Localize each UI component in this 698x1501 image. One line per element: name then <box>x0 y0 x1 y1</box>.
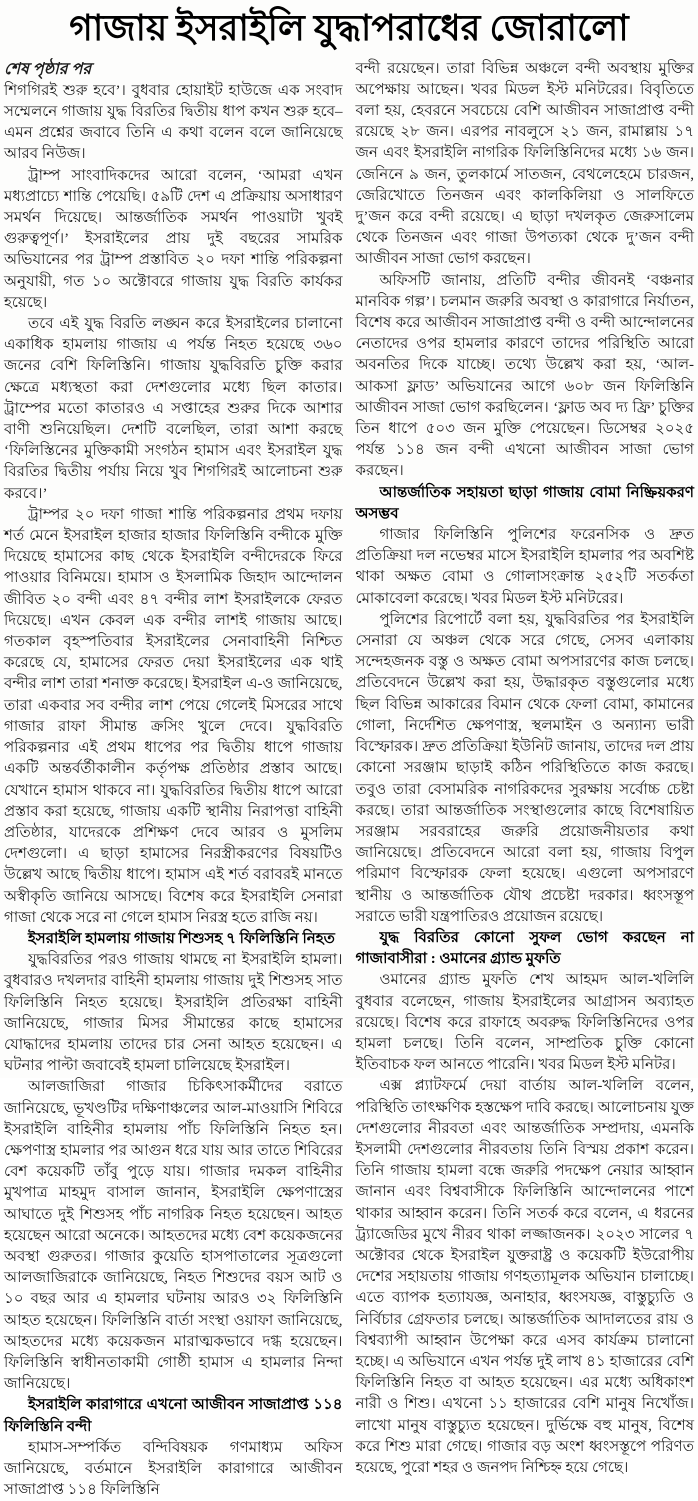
subheading: ইসরাইলি হামলায় গাজায় শিশুসহ ৭ ফিলিস্তিনি নিহত <box>28 930 335 947</box>
paragraph: ট্রাম্পর ২০ দফা গাজা শান্তি পরিকল্পনার প্রথম দফায় শর্ত মেনে ইসরাইল হাজার হাজার ফিলিস্তিনি বন্দীকে মুক্তি দিয়েছে হামাসের কাছ থেকে ইসরাইলি বন্দীদেরকে ফিরে পাওয়ার বিনিময়ে। হামাস ও ইসলামিক জিহাদ আন্দোলন জীবিত ২০ বন্দী এবং ৪৭ বন্দীর লাশ ইসরাইলকে ফেরত দিয়েছে। এখন কেবল এক বন্দীর লাশই গাজায় আছে। গতকাল বৃহস্পতিবার ইসরাইলের সেনাবাহিনী নিশ্চিত করেছে যে, হামাসের ফেরত দেয়া ইসরাইলের এক থাই বন্দীর লাশ তারা শনাক্ত করেছে। ইসরাইল এ-ও জানিয়েছে, তারা একবার সব বন্দীর লাশ পেয়ে গেলেই মিসরের সাথে গাজার রাফা সীমান্ত ক্রসিং খুলে দেবে। যুদ্ধবিরতি পরিকল্পনার এই প্রথম ধাপের পর দ্বিতীয় ধাপে গাজায় একটি অন্তর্বর্তীকালীন কর্তৃপক্ষ প্রতিষ্ঠার প্রস্তাব আছে। যেখানে হামাস থাকবে না। যুদ্ধবিরতির দ্বিতীয় ধাপে আরো প্রস্তাব করা হয়েছে, গাজায় একটি স্থানীয় নিরাপত্তা বাহিনী প্রতিষ্ঠার, যাদেরকে প্রশিক্ষণ দেবে আরব ও মুসলিম দেশগুলো। এ ছাড়া হামাসের নিরস্ত্রীকরণের বিষয়টিও উল্লেখ আছে দ্বিতীয় ধাপে। হামাস এই শর্ত বরাবরই মানতে অস্বীকৃতি জানিয়ে আসছে। বিশেষ করে ইসরাইলি সেনারা গাজা থেকে সরে না গেলে হামাস নিরস্ত্র হতে রাজি নয়। <box>4 506 343 926</box>
article-columns <box>4 59 694 1501</box>
paragraph: বন্দী রয়েছেন। তারা বিভিন্ন অঞ্চলে বন্দী অবস্থায় মুক্তির অপেক্ষায় আছেন। খবর মিডল ইস্ট মনিটরের। বিবৃতিতে বলা হয়, হেবরনে সবচেয়ে বেশি আজীবন সাজাপ্রাপ্ত বন্দী রয়েছে ২৮ জন। এরপর নাবলুসে ২১ জন, রামাল্লায় ১৭ জন এবং ইসরাইলি নাগরিক ফিলিস্তিনিদের মধ্যে ১৬ জন। জেনিনে ৯ জন, তুলকার্মে সাতজন, বেথলেহেমে চারজন, জেরিখোতে তিনজন এবং কালকিলিয়া ও সালফিতে দু’জন করে বন্দী রয়েছে। এ ছাড়া দখলকৃত জেরুসালেম থেকে তিনজন এবং গাজা উপত্যকা থেকে দু’জন বন্দী আজীবন সাজা ভোগ করছেন। <box>355 60 694 268</box>
paragraph: এক্স প্ল্যাটফর্মে দেয়া বার্তায় আল-খলিলি বলেন, পরিস্থিতি তাৎক্ষণিক হস্তক্ষেপ দাবি করছে। আলোচনায় যুক্ত দেশগুলোর নীরবতা এবং আন্তর্জাতিক সম্প্রদায়, এমনকি ইসলামী দেশগুলোর নীরবতায় তিনি বিস্ময় প্রকাশ করেন। তিনি গাজায় হামলা বন্ধে জরুরি পদক্ষেপ নেয়ার আহ্বান জানান এবং বিশ্ববাসীকে ফিলিস্তিনি আন্দোলনের পাশে থাকার আহ্বান করেন। তিনি সতর্ক করে বলেন, এ ধরনের ট্র্যাজেডির মুখে নীরব থাকা লজ্জাজনক। ২০২৩ সালের ৭ অক্টোবর থেকে ইসরাইল যুক্তরাষ্ট্র ও কয়েকটি ইউরোপীয় দেশের সহায়তায় গাজায় গণহত্যামূলক অভিযান চালাচ্ছে। এতে ব্যাপক হত্যাযজ্ঞ, অনাহার, ধ্বংসযজ্ঞ, বাস্তুচ্যুতি ও নির্বিচার গ্রেফতার চলছে। আন্তর্জাতিক আদালতের রায় ও বিশ্বব্যাপী আহ্বান উপেক্ষা করে এসব কার্যক্রম চালানো হচ্ছে। এ অভিযানে এখন পর্যন্ত দুই লাখ ৪১ হাজারের বেশি ফিলিস্তিনি নিহত বা আহত হয়েছেন। এর মধ্যে অধিকাংশ নারী ও শিশু। এখনো ১১ হাজারের বেশি মানুষ নিখোঁজ। লাখো মানুষ বাস্তুচ্যুত হয়েছেন। দুর্ভিক্ষে বহু মানুষ, বিশেষ করে শিশু মারা গেছে। গাজার বড় অংশ ধ্বংসস্তূপে পরিণত হয়েছে, পুরো শহর ও জনপদ নিশ্চিহ্ন হয়ে গেছে। <box>355 1078 694 1476</box>
subheading: আন্তর্জাতিক সহায়তা ছাড়া গাজায় বোমা নিষ্ক্রিয়করণ অসম্ভব <box>355 484 694 522</box>
left-column <box>4 59 343 1501</box>
continuation-note: শেষ পৃষ্ঠার পর <box>4 60 92 78</box>
paragraph: পুলিশের রিপোর্টে বলা হয়, যুদ্ধবিরতির পর ইসরাইলি সেনারা যে অঞ্চল থেকে সরে গেছে, সেসব এলাকায় সন্দেহজনক বস্তু ও অক্ষত বোমা অপসারণের কাজ চলছে। প্রতিবেদনে উল্লেখ করা হয়, উদ্ধারকৃত বস্তুগুলোর মধ্যে ছিল বিভিন্ন আকারের বিমান থেকে ফেলা বোমা, কামানের গোলা, নির্দেশিত ক্ষেপণাস্ত্র, স্থলমাইন ও অন্যান্য ভারী বিস্ফোরক। দ্রুত প্রতিক্রিয়া ইউনিট জানায়, তাদের দল প্রায় কোনো সরঞ্জাম ছাড়াই কঠিন পরিস্থিতিতে কাজ করছে। তবুও তারা বেসামরিক নাগরিকদের সুরক্ষায় সর্বোচ্চ চেষ্টা করছে। তারা আন্তর্জাতিক সংস্থাগুলোর কাছে বিশেষায়িত সরঞ্জাম সরবরাহের জরুরি প্রয়োজনীয়তার কথা জানিয়েছে। প্রতিবেদনে আরো বলা হয়, গাজায় বিপুল পরিমাণ বিস্ফোরক ফেলা হয়েছে। এগুলো অপসারণে স্থানীয় ও আন্তর্জাতিক যৌথ প্রচেষ্টা দরকার। ধ্বংসস্তূপ সরাতে ভারী যন্ত্রপাতিরও প্রয়োজন রয়েছে। <box>355 611 694 925</box>
paragraph: যুদ্ধবিরতির পরও গাজায় থামছে না ইসরাইলি হামলা। বুধবারও দখলদার বাহিনী হামলায় গাজায় দুই শিশুসহ সাত ফিলিস্তিনি নিহত হয়েছে। ইসরাইলি প্রতিরক্ষা বাহিনী জানিয়েছে, গাজার মিসর সীমান্তের কাছে হামাসের যোদ্ধাদের হামলায় তাদের চার সেনা আহত হয়েছেন। এ ঘটনার পাল্টা জবাবেই হামলা চালিয়েছে ইসরাইল। <box>4 952 343 1075</box>
paragraph: হামাস-সম্পর্কিত বন্দিবিষয়ক গণমাধ্যম অফিস জানিয়েছে, বর্তমানে ইসরাইলি কারাগারে আজীবন সাজাপ্রাপ্ত ১১৪ ফিলিস্তিনি <box>4 1439 343 1499</box>
article-headline: গাজায় ইসরাইলি যুদ্ধাপরাধের জোরালো <box>69 8 629 48</box>
paragraph: শিগগিরই শুরু হবে’। বুধবার হোয়াইট হাউজে এক সংবাদ সম্মেলনে গাজায় যুদ্ধ বিরতির দ্বিতীয় ধাপ কখন শুরু হবে– এমন প্রশ্নের জবাবে তিনি এ কথা বলেন বলে জানিয়েছে আরব নিউজ। <box>4 82 343 163</box>
subheading: ইসরাইলি কারাগারে এখনো আজীবন সাজাপ্রাপ্ত ১১৪ ফিলিস্তিনি বন্দী <box>4 1397 343 1435</box>
paragraph: ট্রাম্প সাংবাদিকদের আরো বলেন, ‘আমরা এখন মধ্যপ্রাচ্যে শান্তি পেয়েছি। ৫৯টি দেশ এ প্রক্রিয়ায় অসাধারণ সমর্থন দিয়েছে। আন্তর্জাতিক সমর্থন পাওয়াটা খুবই গুরুত্বপূর্ণ।’ ইসরাইলের প্রায় দুই বছরের সামরিক অভিযানের পর ট্রাম্প প্রস্তাবিত ২০ দফা শান্তি পরিকল্পনা অনুযায়ী, গত ১০ অক্টোবরে গাজায় যুদ্ধ বিরতি কার্যকর হয়েছে। <box>4 167 343 311</box>
paragraph: গাজার ফিলিস্তিনি পুলিশের ফরেনসিক ও দ্রুত প্রতিক্রিয়া দল নভেম্বর মাসে ইসরাইলি হামলার পর অবশিষ্ট থাকা অক্ষত বোমা ও গোলাসংক্রান্ত ২৫২টি সতর্কতা মোকাবেলা করেছে। খবর মিডল ইস্ট মনিটরের। <box>355 527 694 607</box>
paragraph: আলজাজিরা গাজার চিকিৎসাকর্মীদের বরাতে জানিয়েছে, ভূখণ্ডটির দক্ষিণাঞ্চলের আল-মাওয়াসি শিবিরে ইসরাইলি বাহিনীর হামলায় পাঁচ ফিলিস্তিনি নিহত হন। ক্ষেপণাস্ত্র হামলার পর আগুন ধরে যায় আর তাতে শিবিরের বেশ কয়েকটি তাঁবু পুড়ে যায়। গাজার দমকল বাহিনীর মুখপাত্র মাহমুদ বাসাল জানান, ইসরাইলি ক্ষেপণাস্ত্রের আঘাতে দুই শিশুসহ পাঁচ নাগরিক নিহত হয়েছেন। আহত হয়েছেন আরো অনেকে। আহতদের মধ্যে বেশ কয়েকজনের অবস্থা গুরুতর। গাজার কুয়েতি হাসপাতালের সূত্রগুলো আলজাজিরাকে জানিয়েছে, নিহত শিশুদের বয়স আট ও ১০ বছর আর এ হামলার ঘটনায় আরও ৩২ ফিলিস্তিনি আহত হয়েছেন। ফিলিস্তিনি বার্তা সংস্থা ওয়াফা জানিয়েছে, আহতদের মধ্যে কয়েকজন মারাত্মকভাবে দগ্ধ হয়েছেন। ফিলিস্তিনি স্বাধীনতাকামী গোষ্ঠী হামাস এ হামলার নিন্দা জানিয়েছে। <box>4 1079 343 1393</box>
paragraph: ওমানের গ্র্যান্ড মুফতি শেখ আহমদ আল-খলিলি বুধবার বলেছেন, গাজায় ইসরাইলের আগ্রাসন অব্যাহত রয়েছে। বিশেষ করে রাফাহে অবরুদ্ধ ফিলিস্তিনিদের ওপর হামলা চলছে। তিনি বলেন, সাম্প্রতিক চুক্তি কোনো ইতিবাচক ফল আনতে পারেনি। খবর মিডল ইস্ট মনিটর। <box>355 972 694 1074</box>
subheading: যুদ্ধ বিরতির কোনো সুফল ভোগ করছেন না গাজাবাসীরা : ওমানের গ্র্যান্ড মুফতি <box>355 929 694 968</box>
paragraph: অফিসটি জানায়, প্রতিটি বন্দীর জীবনই ‘বঞ্চনার মানবিক গল্প’। চলমান জরুরি অবস্থা ও কারাগারে নির্যাতন, বিশেষ করে আজীবন সাজাপ্রাপ্ত বন্দী ও বন্দী আন্দোলনের নেতাদের ওপর হামলার কারণে তাদের পরিস্থিতি আরো অবনতির দিকে যাচ্ছে। তথ্যে উল্লেখ করা হয়, ‘আল-আকসা ফ্লাড’ অভিযানের আগে ৬০৮ জন ফিলিস্তিনি আজীবন সাজা ভোগ করছিলেন। ‘ফ্লাড অব দ্য ফ্রি’ চুক্তির তিন ধাপে ৫০৩ জন মুক্তি পেয়েছেন। ডিসেম্বর ২০২৫ পর্যন্ত ১১৪ জন বন্দী এখনো আজীবন সাজা ভোগ করছেন। <box>355 272 694 480</box>
right-column <box>356 59 695 1480</box>
paragraph: তবে এই যুদ্ধ বিরতি লঙ্ঘন করে ইসরাইলের চালানো একাধিক হামলায় গাজায় এ পর্যন্ত নিহত হয়েছে ৩৬০ জনের বেশি ফিলিস্তিনি। গাজায় যুদ্ধবিরতি চুক্তি করার ক্ষেত্রে মধ্যস্থতা করা দেশগুলোর মধ্যে ছিল কাতার। ট্রাম্পের মতো কাতারও এ সপ্তাহের শুরুর দিকে আশার বাণী শুনিয়েছিল। দেশটি বলেছিল, তারা আশা করছে ‘ফিলিস্তিনের মুক্তিকামী সংগঠন হামাস এবং ইসরাইল যুদ্ধ বিরতির দ্বিতীয় পর্যায় নিয়ে খুব শিগগিরই আলোচনা শুরু করবে।’ <box>4 316 343 502</box>
